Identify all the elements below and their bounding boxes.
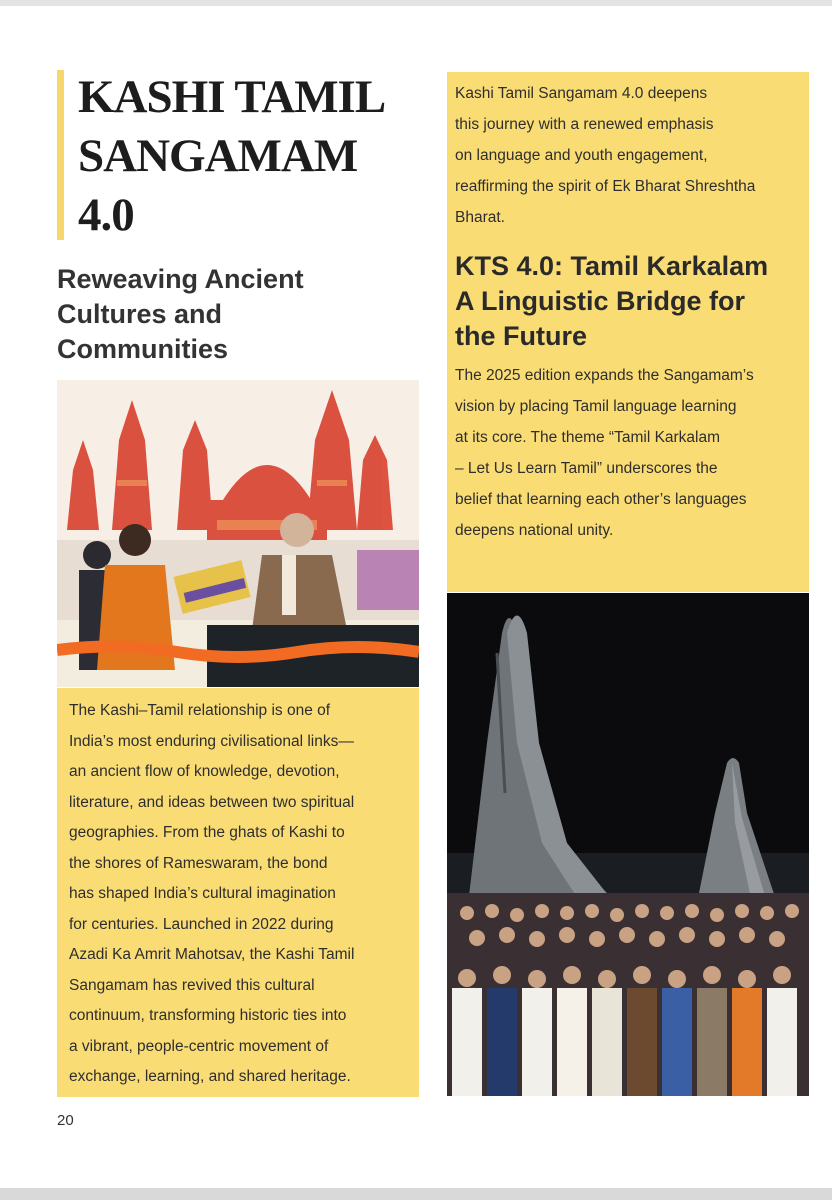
text-line: Bharat. — [455, 209, 505, 226]
subtitle-line: Cultures and — [57, 299, 223, 329]
text-line: Kashi Tamil Sangamam 4.0 deepens — [455, 85, 708, 102]
intro-paragraph — [455, 78, 799, 233]
title-line: SANGAMAM — [78, 130, 358, 182]
text-line: India’s most enduring civilisational links— — [69, 732, 354, 750]
text-line: literature, and ideas between two spiritual — [69, 793, 355, 811]
subtitle-line: Communities — [57, 334, 229, 364]
text-line: Sangamam has revived this cultural — [69, 976, 315, 994]
page-title — [78, 68, 418, 245]
text-line: the shores of Rameswaram, the bond — [69, 854, 328, 872]
subtitle-line: Reweaving Ancient — [57, 264, 304, 294]
history-text-box — [57, 688, 419, 1097]
page-number: 20 — [57, 1112, 74, 1129]
text-line: The 2025 edition expands the Sangamam’s — [455, 367, 754, 384]
sculpture-group-photo — [447, 593, 809, 1096]
title-line: KASHI TAMIL — [78, 71, 386, 123]
text-line: on language and youth engagement, — [455, 147, 708, 164]
text-line: deepens national unity. — [455, 522, 614, 539]
sculpture-group-illustration — [447, 593, 809, 1096]
title-line: 4.0 — [78, 189, 134, 241]
text-line: a vibrant, people-centric movement of — [69, 1037, 329, 1055]
page-bottom-edge — [0, 1188, 832, 1200]
page-top-edge — [0, 0, 832, 6]
text-line: belief that learning each other’s languages — [455, 491, 747, 508]
page-subtitle — [57, 262, 357, 367]
section-paragraph — [455, 360, 799, 546]
heading-line: the Future — [455, 321, 587, 351]
intro-text-box — [447, 72, 809, 592]
text-line: Azadi Ka Amrit Mahotsav, the Kashi Tamil — [69, 946, 355, 963]
text-line: exchange, learning, and shared heritage. — [69, 1068, 351, 1085]
text-line: vision by placing Tamil language learning — [455, 398, 737, 415]
text-line: an ancient flow of knowledge, devotion, — [69, 763, 340, 780]
heading-line: KTS 4.0: Tamil Karkalam — [455, 251, 769, 281]
text-line: reaffirming the spirit of Ek Bharat Shreshtha — [455, 178, 756, 195]
ceremony-photo — [57, 380, 419, 687]
text-line: at its core. The theme “Tamil Karkalam — [455, 429, 721, 446]
text-line: – Let Us Learn Tamil” underscores the — [455, 460, 718, 477]
text-line: The Kashi–Tamil relationship is one of — [69, 702, 331, 719]
heading-line: A Linguistic Bridge for — [455, 286, 745, 316]
history-paragraph — [69, 696, 407, 1093]
text-line: has shaped India’s cultural imagination — [69, 885, 336, 902]
ceremony-photo-illustration — [57, 380, 419, 687]
title-accent-bar — [57, 70, 64, 240]
text-line: continuum, transforming historic ties into — [69, 1007, 347, 1024]
text-line: this journey with a renewed emphasis — [455, 116, 714, 133]
text-line: geographies. From the ghats of Kashi to — [69, 824, 345, 841]
section-heading — [455, 249, 799, 354]
text-line: for centuries. Launched in 2022 during — [69, 915, 334, 933]
